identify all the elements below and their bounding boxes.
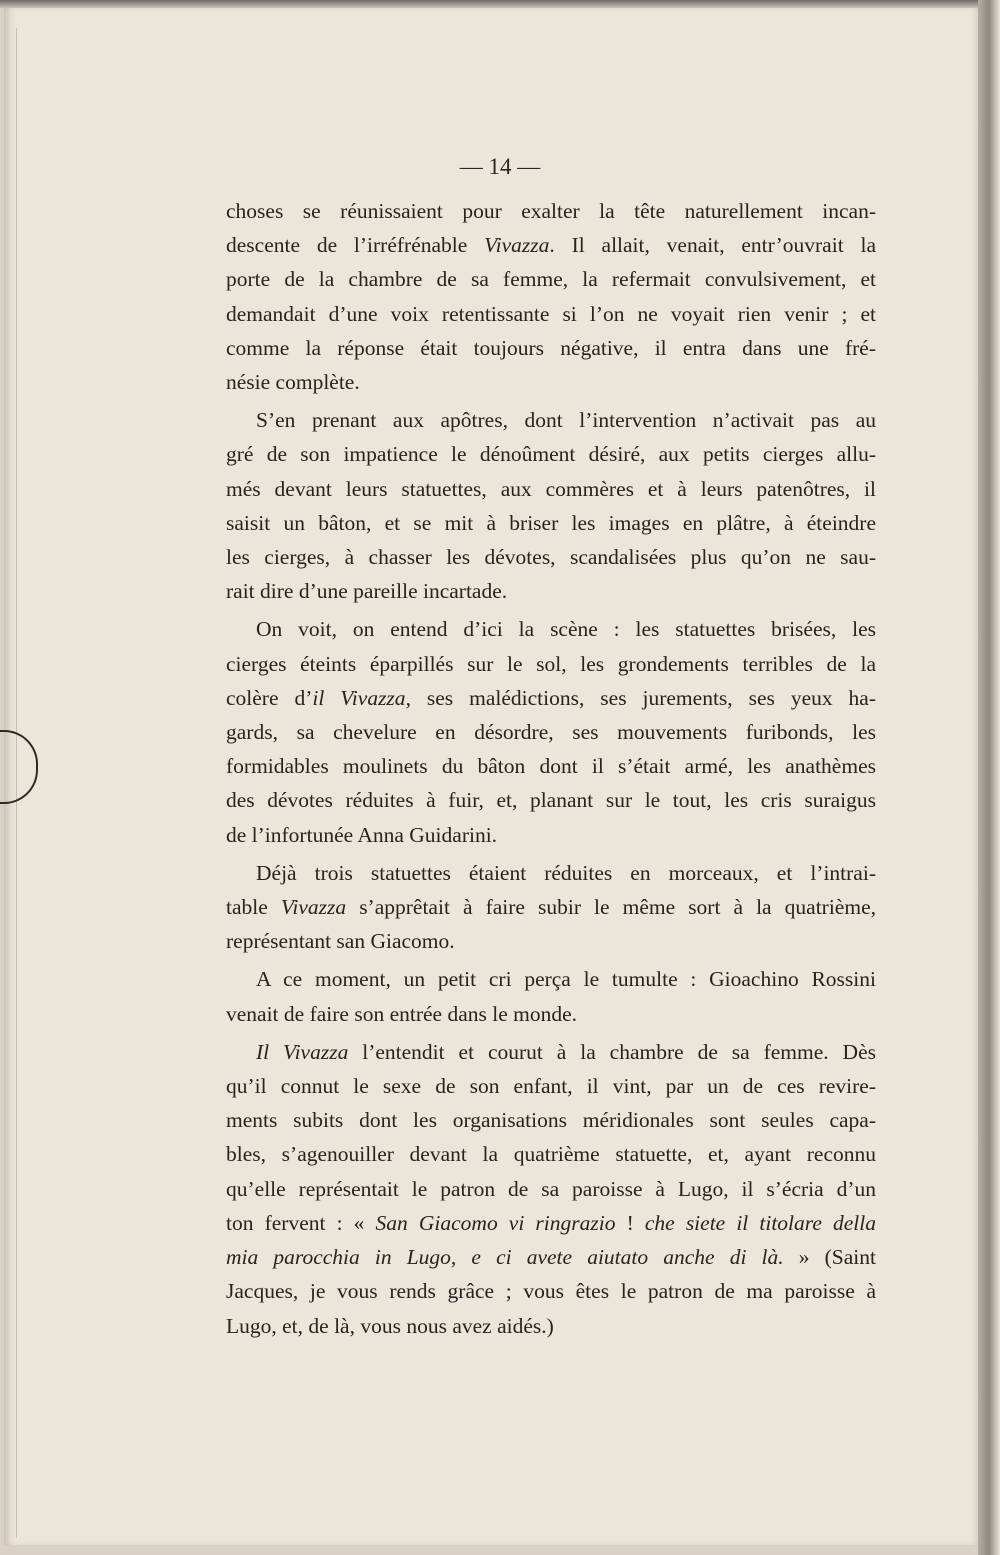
italic-quote: mia parocchia in Lugo, e ci avete aiutato anche di là. (226, 1245, 784, 1270)
text-run: , ses malédictions, ses jurements, ses yeux ha- (405, 685, 877, 710)
text-line: représentant san Giacomo. (226, 929, 455, 954)
italic-name: Il Vivazza (256, 1039, 349, 1064)
text-line: choses se réunissaient pour exalter la tête naturellement incan- (226, 199, 876, 223)
text-run: s’apprêtait à faire subir le même sort à la quatrième, (346, 895, 876, 920)
text-line: venait de faire son entrée dans le monde. (226, 1001, 578, 1026)
text-line: bles, s’agenouiller devant la quatrième statuette, et, ayant reconnu (226, 1142, 876, 1167)
text-line (226, 1035, 876, 1069)
text-line: més devant leurs statuettes, aux commères et à leurs patenôtres, il (226, 476, 876, 501)
text-line: les cierges, à chasser les dévotes, scandalisées plus qu’on ne sau- (226, 545, 876, 570)
text-run: colère d’ (226, 685, 313, 710)
text-line: Déjà trois statuettes étaient réduites en morceaux, et l’intrai- (256, 860, 876, 885)
text-line: des dévotes réduites à fuir, et, planant sur le tout, les cris suraigus (226, 788, 876, 813)
italic-quote: San Giacomo vi ringrazio (375, 1210, 616, 1235)
text-line: nésie complète. (226, 370, 360, 395)
text-line: rait dire d’une pareille incartade. (226, 579, 508, 604)
text-run: ! (615, 1210, 645, 1235)
text-line: gards, sa chevelure en désordre, ses mouvements furibonds, les (226, 720, 876, 745)
text-line (226, 228, 876, 262)
text-run: descente de l’irréfrénable (226, 233, 485, 258)
text-line (226, 1206, 876, 1240)
text-run: l’entendit et courut à la chambre de sa femme. Dès (348, 1039, 876, 1064)
text-run: table (226, 895, 281, 920)
text-line: A ce moment, un petit cri perça le tumulte : Gioachino Rossini (256, 967, 876, 992)
text-run: ton fervent : « (226, 1210, 376, 1235)
text-line (226, 681, 876, 715)
italic-name: il Vivazza (312, 685, 406, 710)
text-line: cierges éteints éparpillés sur le sol, les grondements terribles de la (226, 651, 876, 676)
text-line: On voit, on entend d’ici la scène : les statuettes brisées, les (256, 617, 876, 642)
page-number: — 14 — (459, 154, 541, 179)
text-line: qu’elle représentait le patron de sa paroisse à Lugo, il s’écria d’un (226, 1176, 876, 1201)
page-right-edge (978, 0, 1000, 1555)
paragraph-4 (226, 856, 876, 959)
text-line: saisit un bâton, et se mit à briser les images en plâtre, à éteindre (226, 510, 876, 535)
paragraph-1 (226, 194, 876, 399)
paragraph-5 (226, 962, 876, 1030)
text-line: gré de son impatience le dénoûment désiré, aux petits cierges allu- (226, 442, 876, 467)
text-line: S’en prenant aux apôtres, dont l’intervention n’activait pas au (256, 408, 876, 433)
text-line (226, 1240, 876, 1274)
text-line: Jacques, je vous rends grâce ; vous êtes le patron de ma paroisse à (226, 1279, 876, 1304)
text-line: ments subits dont les organisations méridionales sont seules capa- (226, 1108, 876, 1133)
text-line: qu’il connut le sexe de son enfant, il vint, par un de ces revire- (226, 1074, 876, 1099)
italic-name: Vivazza (280, 895, 347, 920)
text-line: Lugo, et, de là, vous nous avez aidés.) (226, 1313, 554, 1338)
italic-quote: che siete il titolare della (644, 1210, 876, 1235)
text-line: de l’infortunée Anna Guidarini. (226, 822, 498, 847)
text-line: comme la réponse était toujours négative, il entra dans une fré- (226, 335, 876, 360)
text-line: porte de la chambre de sa femme, la refermait convulsivement, et (226, 267, 876, 292)
text-line: formidables moulinets du bâton dont il s’était armé, les anathèmes (226, 754, 876, 779)
page-top-edge (0, 0, 1000, 8)
paragraph-6 (226, 1035, 876, 1343)
italic-name: Vivazza (484, 233, 550, 258)
paragraph-3 (226, 612, 876, 851)
paragraph-2 (226, 403, 876, 608)
text-line: demandait d’une voix retentissante si l’on ne voyait rien venir ; et (226, 301, 876, 326)
text-run: . Il allait, venait, entr’ouvrait la (549, 233, 876, 258)
text-line (226, 890, 876, 924)
text-run: » (Saint (783, 1245, 877, 1270)
body-text (226, 194, 876, 1347)
